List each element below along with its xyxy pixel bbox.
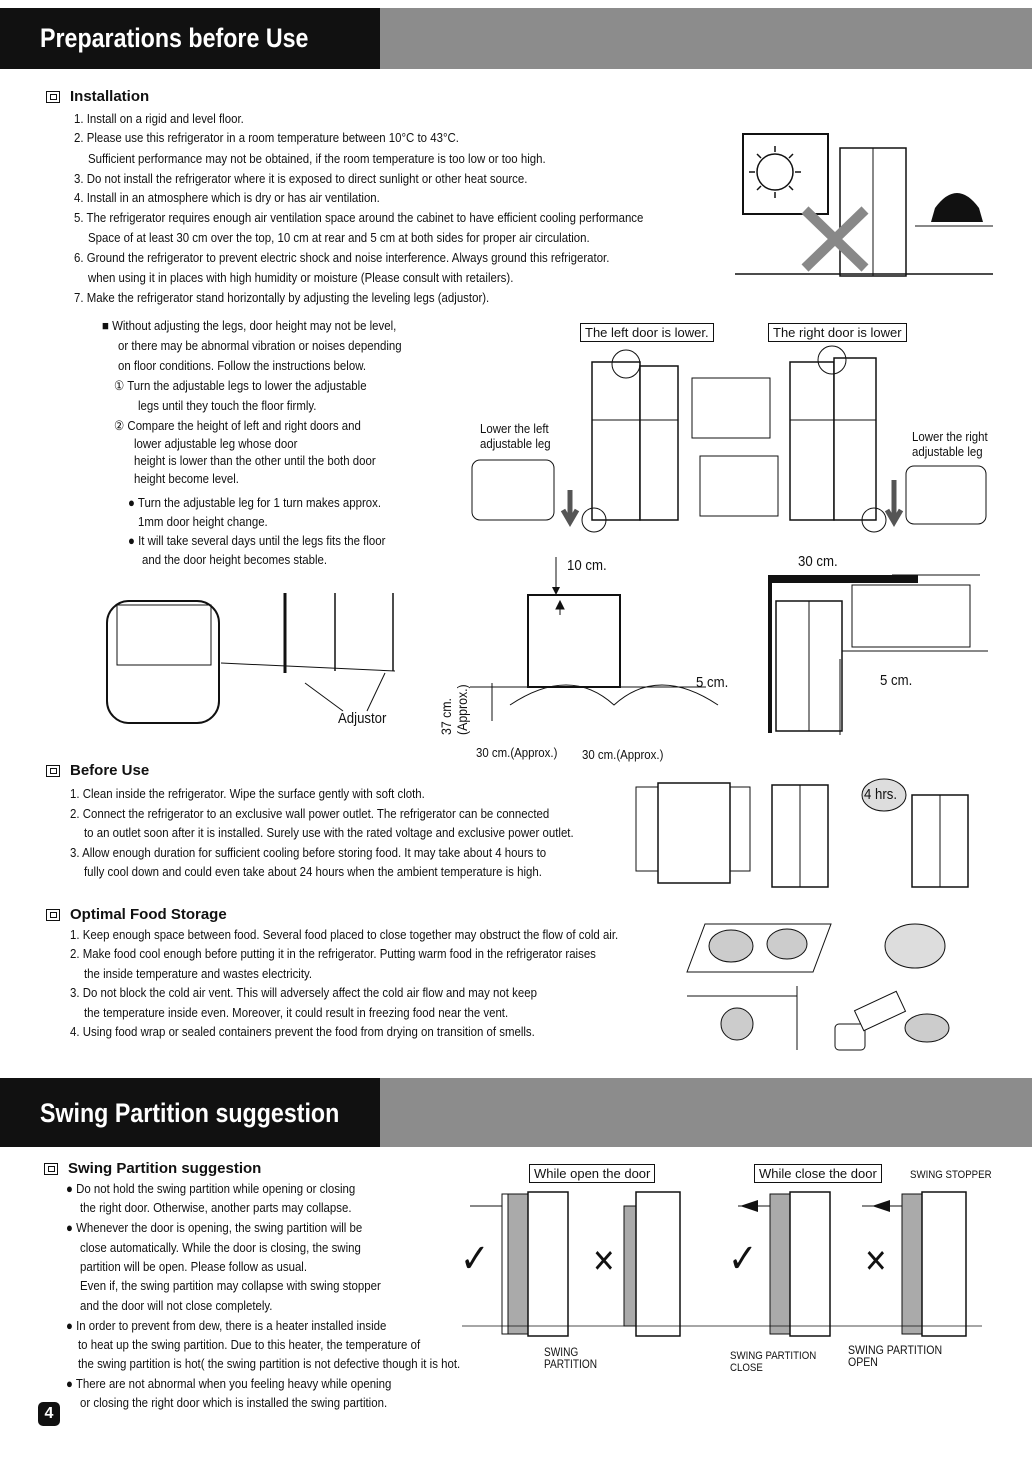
- door-level-illustration: [470, 340, 990, 540]
- list-item: 3. Allow enough duration for sufficient cooling before storing food. It may take about 4 hours to: [70, 845, 547, 860]
- list-item: ● Whenever the door is opening, the swing partition will be: [66, 1220, 363, 1235]
- list-item: 2. Make food cool enough before putting it in the refrigerator. Putting warm food in the refrigerator raises: [70, 946, 596, 961]
- list-item: 4. Using food wrap or sealed containers prevent the food from drying on transition of smells.: [70, 1024, 535, 1039]
- list-item: 4. Install in an atmosphere which is dry or has air ventilation.: [74, 190, 380, 205]
- partition-close-label: SWING PARTITION CLOSE: [730, 1350, 817, 1374]
- list-item: 2. Please use this refrigerator in a room temperature between 10°C to 43°C.: [74, 130, 459, 145]
- cross-close-wrong: ✕: [864, 1243, 888, 1279]
- list-item: 2. Connect the refrigerator to an exclusive wall power outlet. The refrigerator can be connected: [70, 806, 550, 821]
- swing-partition-label: SWING PARTITION: [544, 1347, 598, 1371]
- installation-heading: Installation: [46, 88, 149, 105]
- list-item: 3. Do not install the refrigerator where it is exposed to direct sunlight or other heat source.: [74, 171, 528, 186]
- list-item: fully cool down and could even take about 24 hours when the ambient temperature is high.: [84, 864, 542, 879]
- list-item: height is lower than the other until the both door: [134, 453, 376, 468]
- list-item: height become level.: [134, 471, 239, 486]
- list-item: ● It will take several days until the legs fits the floor: [128, 533, 386, 548]
- swing-partition-illustration: [462, 1186, 992, 1346]
- list-item: the right door. Otherwise, another parts may collapse.: [80, 1200, 352, 1215]
- lower-right-leg-label: Lower the right adjustable leg: [912, 429, 988, 459]
- lower-left-leg-label: Lower the left adjustable leg: [480, 421, 551, 451]
- list-item: the temperature inside even. Moreover, it could result in freezing food near the vent.: [84, 1005, 509, 1020]
- swing-partition-heading: Swing Partition suggestion: [44, 1160, 261, 1177]
- while-open-label: While open the door: [529, 1164, 655, 1183]
- list-item: ■ Without adjusting the legs, door height may not be level,: [102, 318, 397, 333]
- while-close-label: While close the door: [754, 1164, 882, 1183]
- adjustor-label: Adjustor: [338, 710, 387, 727]
- page-title: Preparations before Use: [40, 23, 309, 53]
- list-item: to an outlet soon after it is installed. Surely use with the rated voltage and exclusive power outlet.: [84, 825, 574, 840]
- list-item: or there may be abnormal vibration or noises depending: [118, 338, 402, 353]
- list-item: on floor conditions. Follow the instructions below.: [118, 358, 367, 373]
- list-item: 3. Do not block the cold air vent. This will adversely affect the cold air flow and may not keep: [70, 985, 537, 1000]
- list-item: Space of at least 30 cm over the top, 10 cm at rear and 5 cm at both sides for proper air circulation.: [88, 230, 590, 245]
- section-icon: [46, 765, 60, 777]
- section-title: Swing Partition suggestion: [40, 1098, 340, 1128]
- list-item: when using it in places with high humidity or moisture (Please consult with retailers).: [88, 270, 514, 285]
- side-clearance-left-label: 5 cm.: [696, 674, 729, 691]
- side-clearance-right-label: 5 cm.: [880, 672, 913, 689]
- list-item: Sufficient performance may not be obtained, if the room temperature is too low or too high.: [88, 151, 546, 166]
- list-item: close automatically. While the door is closing, the swing: [80, 1240, 361, 1255]
- door-swing-label-left: 30 cm.(Approx.): [476, 745, 558, 760]
- list-item: ● In order to prevent from dew, there is a heater installed inside: [66, 1318, 387, 1333]
- cross-open-wrong: ✕: [592, 1243, 616, 1279]
- list-item: or closing the right door which is installed the swing partition.: [80, 1395, 388, 1410]
- before-use-illustration: [630, 775, 970, 890]
- left-door-lower-label: The left door is lower.: [580, 323, 714, 342]
- list-item: Even if, the swing partition may collapse with swing stopper: [80, 1278, 381, 1293]
- section-header-bar: [0, 8, 1032, 69]
- section-icon: [44, 1163, 58, 1175]
- list-item: the swing partition is hot( the swing partition is not defective though it is hot.: [78, 1356, 461, 1371]
- list-item: lower adjustable leg whose door: [134, 436, 298, 451]
- food-storage-illustration: [685, 900, 975, 1075]
- page-number: 4: [38, 1402, 60, 1426]
- list-item: ② Compare the height of left and right doors and: [114, 418, 361, 433]
- swing-stopper-label: SWING STOPPER: [910, 1169, 992, 1181]
- check-close-correct: ✓: [728, 1237, 758, 1281]
- check-open-correct: ✓: [460, 1237, 490, 1281]
- list-item: 1. Clean inside the refrigerator. Wipe the surface gently with soft cloth.: [70, 786, 425, 801]
- four-hours-badge: 4 hrs.: [864, 786, 898, 803]
- list-item: 5. The refrigerator requires enough air ventilation space around the cabinet to have efficient cooling performance: [74, 210, 644, 225]
- list-item: and the door height becomes stable.: [142, 552, 328, 567]
- list-item: 1. Install on a rigid and level floor.: [74, 111, 244, 126]
- clearance-diagram: [470, 555, 990, 750]
- list-item: 1mm door height change.: [138, 514, 268, 529]
- partition-open-label: SWING PARTITION OPEN: [848, 1343, 943, 1369]
- list-item: ① Turn the adjustable legs to lower the adjustable: [114, 378, 367, 393]
- section-header-bar: [0, 1078, 1032, 1147]
- list-item: to heat up the swing partition. Due to this heater, the temperature of: [78, 1337, 421, 1352]
- list-item: ● Do not hold the swing partition while opening or closing: [66, 1181, 356, 1196]
- door-swing-label-right: 30 cm.(Approx.): [582, 747, 664, 762]
- list-item: ● There are not abnormal when you feeling heavy while opening: [66, 1376, 392, 1391]
- food-storage-heading: Optimal Food Storage: [46, 906, 227, 923]
- list-item: 1. Keep enough space between food. Several food placed to close together may obstruct the flow of cold air.: [70, 927, 619, 942]
- top-clearance-label: 30 cm.: [798, 553, 838, 570]
- before-use-heading: Before Use: [46, 762, 149, 779]
- list-item: and the door will not close completely.: [80, 1298, 273, 1313]
- list-item: the inside temperature and wastes electricity.: [84, 966, 313, 981]
- rear-clearance-label: 10 cm.: [567, 557, 607, 574]
- depth-label: 37 cm. (Approx.): [438, 684, 470, 735]
- list-item: partition will be open. Please follow as usual.: [80, 1259, 308, 1274]
- list-item: ● Turn the adjustable leg for 1 turn makes approx.: [128, 495, 382, 510]
- section-icon: [46, 91, 60, 103]
- right-door-lower-label: The right door is lower: [768, 323, 907, 342]
- list-item: legs until they touch the floor firmly.: [138, 398, 317, 413]
- section-icon: [46, 909, 60, 921]
- list-item: 6. Ground the refrigerator to prevent electric shock and noise interference. Always ground this refrigerator.: [74, 250, 610, 265]
- heat-source-illustration: [735, 128, 995, 278]
- list-item: 7. Make the refrigerator stand horizontally by adjusting the leveling legs (adjustor).: [74, 290, 490, 305]
